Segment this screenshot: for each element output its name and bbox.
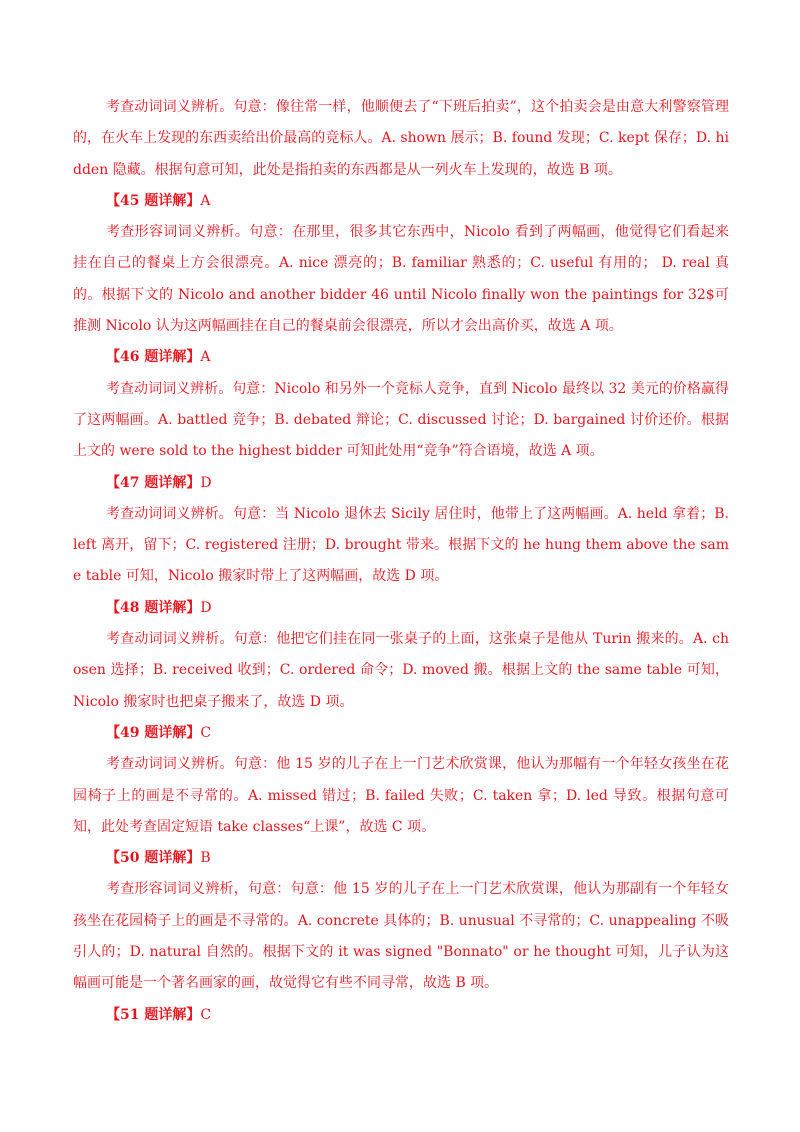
answer-letter: D <box>200 599 212 616</box>
answer-letter: B <box>200 850 211 867</box>
answer-letter: C <box>200 1006 212 1023</box>
explanation-paragraph: 考查形容词词义辨析。句意：在那里，很多其它东西中，Nicolo 看到了两幅画，他觉得它们看起来挂在自己的餐桌上方会很漂亮。A. nice 漂亮的；B. familiar 熟悉的；C. useful 有用的； D. real 真的。根据下文的 Nicolo and another bidder 46 until Nicolo finally won the paintings for 32$可推测 Nicolo 认为这两幅画挂在自己的餐桌前会很漂亮，所以才会出高价买，故选 A 项。 <box>73 224 729 335</box>
question-label: 【49 题详解】 <box>106 724 201 741</box>
answer-letter: C <box>200 724 212 741</box>
explanation-paragraph: 考查动词词义辨析。句意：像往常一样，他顺便去了“下班后拍卖”，这个拍卖会是由意大利警察管理的，在火车上发现的东西卖给出价最高的竞标人。A. shown 展示；B. found 发现；C. kept 保存；D. hidden 隐藏。根据句意可知，此处是指拍卖的东西都是从一列火车上发现的，故选 B 项。 <box>73 99 729 178</box>
question-heading-45 <box>73 186 729 217</box>
question-label: 【45 题详解】 <box>106 192 201 209</box>
question-label: 【50 题详解】 <box>106 850 201 867</box>
question-heading-51 <box>73 1000 729 1031</box>
explanation-paragraph: 考查动词词义辨析。句意：他把它们挂在同一张桌子的上面，这张桌子是他从 Turin 搬来的。A. chosen 选择；B. received 收到；C. ordered 命令；D. moved 搬。根据上文的 the same table 可知，Nicolo 搬家时也把桌子搬来了，故选 D 项。 <box>73 631 729 710</box>
question-heading-47 <box>73 468 729 499</box>
question-label: 【51 题详解】 <box>106 1006 201 1023</box>
question-heading-48 <box>73 593 729 624</box>
question-heading-46 <box>73 342 729 373</box>
answer-letter: D <box>200 474 212 491</box>
explanation-paragraph: 考查动词词义辨析。句意：Nicolo 和另外一个竞标人竞争，直到 Nicolo 最终以 32 美元的价格赢得了这两幅画。A. battled 竞争；B. debated 辩论；C. discussed 讨论；D. bargained 讨价还价。根据上文的 were sold to the highest bidder 可知此处用“竞争”符合语境，故选 A 项。 <box>73 380 729 460</box>
explanation-paragraph: 考查动词词义辨析。句意：当 Nicolo 退休去 Sicily 居住时，他带上了这两幅画。A. held 拿着；B. left 离开，留下；C. registered 注册；D. brought 带来。根据下文的 he hung them above the same table 可知，Nicolo 搬家时带上了这两幅画，故选 D 项。 <box>73 505 729 585</box>
question-label: 【48 题详解】 <box>106 599 201 616</box>
question-label: 【46 题详解】 <box>106 349 201 366</box>
question-label: 【47 题详解】 <box>106 474 201 491</box>
question-heading-49 <box>73 718 729 749</box>
question-heading-50 <box>73 843 729 874</box>
answer-letter: A <box>200 349 211 366</box>
explanation-paragraph: 考查形容词词义辨析，句意：句意：他 15 岁的儿子在上一门艺术欣赏课，他认为那副有一个年轻女孩坐在花园椅子上的画是不寻常的。A. concrete 具体的；B. unusual 不寻常的；C. unappealing 不吸引人的；D. natural 自然的。根据下文的 it was signed "Bonnato" or he thought 可知，儿子认为这幅画可能是一个著名画家的画，故觉得它有些不同寻常，故选 B 项。 <box>73 881 729 992</box>
answer-letter: A <box>200 192 211 209</box>
explanation-paragraph: 考查动词词义辨析。句意：他 15 岁的儿子在上一门艺术欣赏课，他认为那幅有一个年轻女孩坐在花园椅子上的画是不寻常的。A. missed 错过；B. failed 失败；C. taken 拿；D. led 导致。根据句意可知，此处考查固定短语 take classes“上课”，故选 C 项。 <box>73 756 729 835</box>
document-content <box>73 92 729 1031</box>
